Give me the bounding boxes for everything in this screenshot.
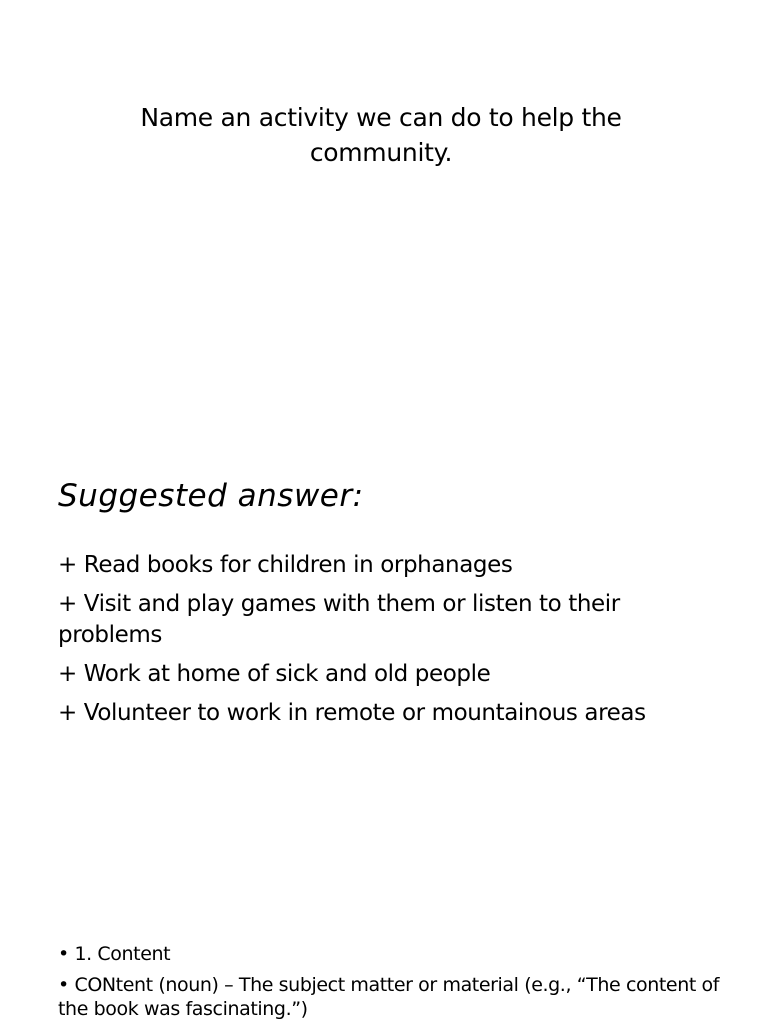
note-item: • 1. Content [58, 943, 171, 965]
question-text [100, 100, 662, 170]
answer-list [58, 550, 708, 737]
question-line-1: Name an activity we can do to help the [140, 103, 622, 132]
answer-item: + Work at home of sick and old people [58, 661, 491, 687]
suggested-answer-heading: Suggested answer: [58, 478, 364, 514]
question-line-2: community. [309, 138, 453, 167]
answer-item: + Visit and play games with them or listen to their problems [58, 591, 620, 648]
notes-list [58, 942, 738, 1028]
note-item: • CONtent (noun) – The subject matter or material (e.g., “The content of the book was fascinating.”) [58, 974, 720, 1020]
answer-item: + Read books for children in orphanages [58, 552, 513, 578]
answer-item: + Volunteer to work in remote or mountainous areas [58, 700, 646, 726]
